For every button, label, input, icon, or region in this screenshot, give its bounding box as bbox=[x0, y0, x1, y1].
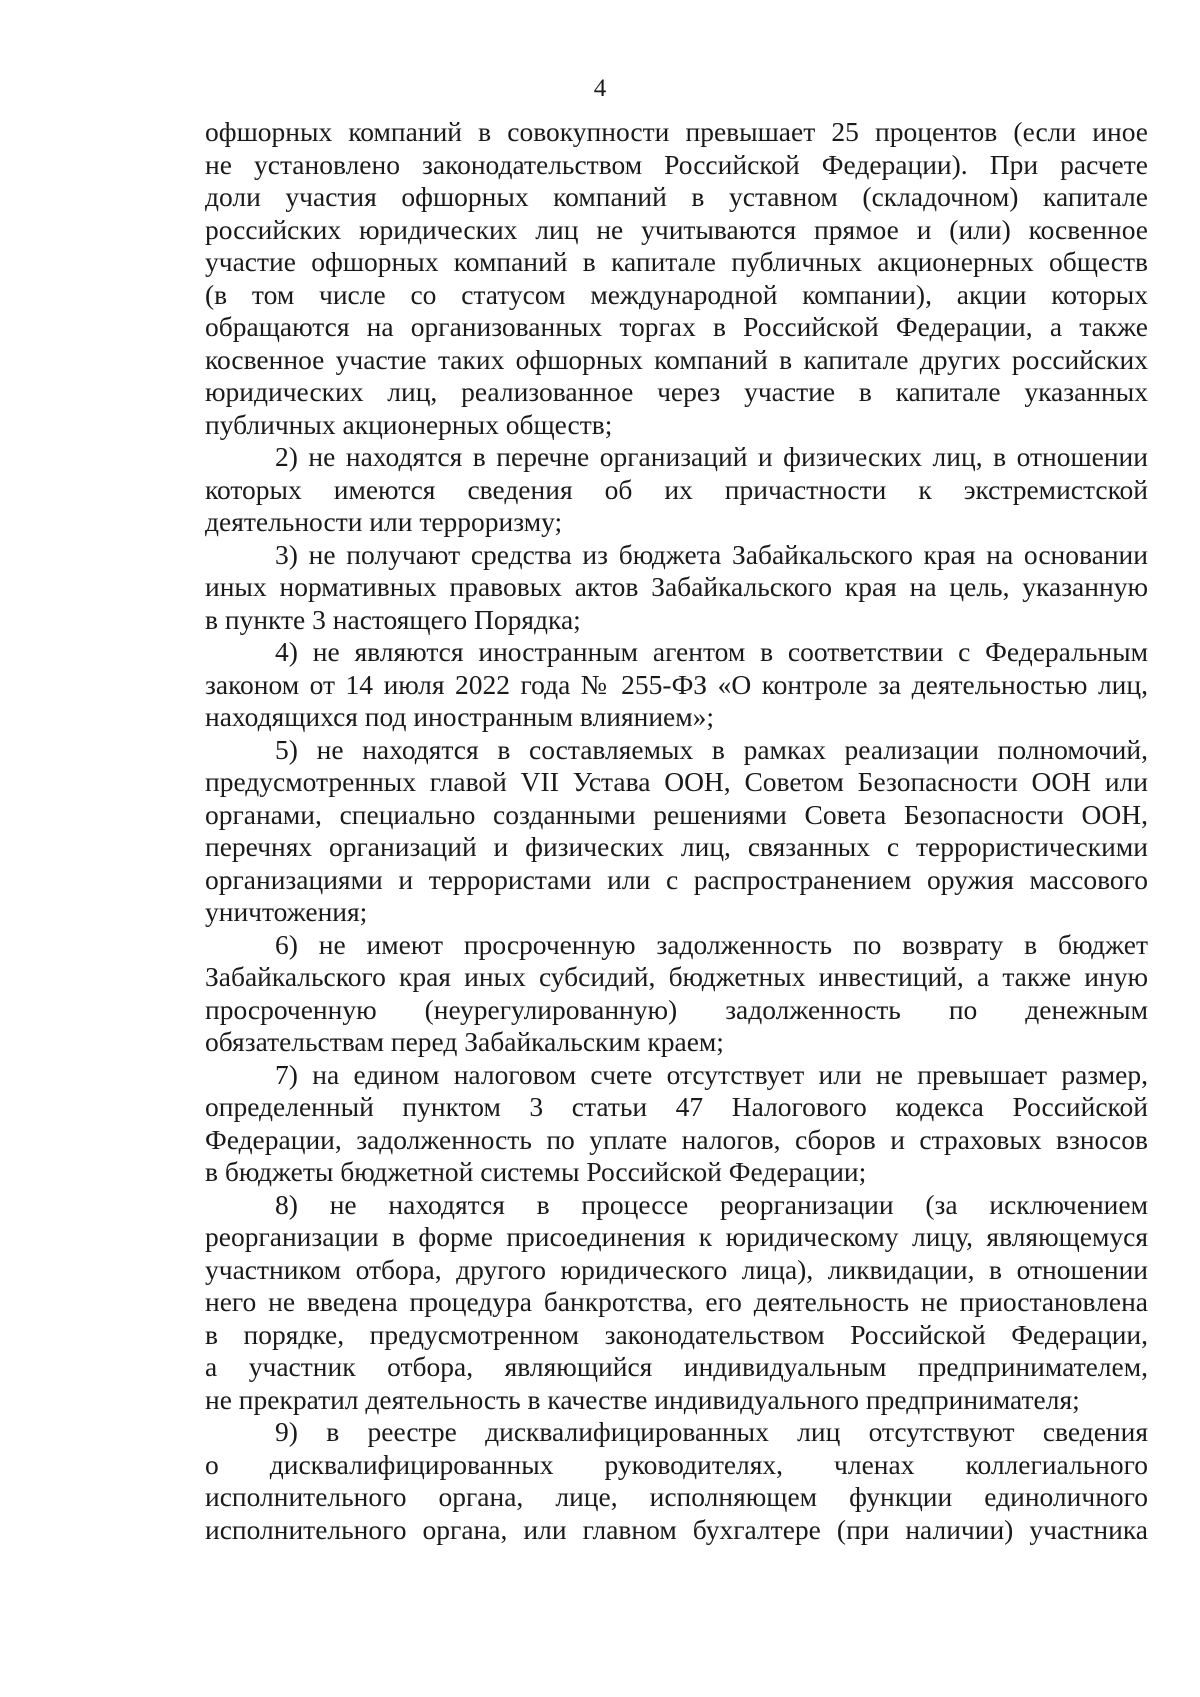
text-line: (в том числе со статусом международной компании), акции которых bbox=[205, 278, 1148, 310]
text-line: участие офшорных компаний в капитале публичных акционерных обществ bbox=[205, 246, 1148, 277]
text-line: перечнях организаций и физических лиц, связанных с террористическими bbox=[205, 831, 1148, 862]
text-line: находящихся под иностранным влиянием»; bbox=[205, 701, 715, 732]
text-line: обращаются на организованных торгах в Российской Федерации, а также bbox=[205, 311, 1148, 342]
text-line: косвенное участие таких офшорных компаний в капитале других российских bbox=[205, 343, 1148, 375]
text-line: него не введена процедура банкротства, его деятельность не приостановлена bbox=[205, 1286, 1148, 1317]
text-line: которых имеются сведения об их причастности к экстремистской bbox=[205, 473, 1148, 505]
text-line: организациями и террористами или с распространением оружия массового bbox=[205, 863, 1148, 895]
text-line: 4) не являются иностранным агентом в соответствии с Федеральным bbox=[275, 636, 1148, 667]
text-line: Федерации, задолженность по уплате налогов, сборов и страховых взносов bbox=[205, 1123, 1148, 1155]
list-item-5 bbox=[205, 734, 1148, 929]
text-line: обязательствам перед Забайкальским краем; bbox=[205, 1026, 724, 1057]
text-line: реорганизации в форме присоединения к юридическому лицу, являющемуся bbox=[205, 1221, 1148, 1252]
text-line: офшорных компаний в совокупности превышает 25 процентов (если иное bbox=[205, 116, 1148, 147]
list-item-8 bbox=[205, 1189, 1148, 1417]
text-line: в пункте 3 настоящего Порядка; bbox=[205, 603, 581, 635]
list-item-2 bbox=[205, 441, 1148, 539]
list-item-6 bbox=[205, 929, 1148, 1059]
text-line: органами, специально созданными решениями Совета Безопасности ООН, bbox=[205, 798, 1148, 830]
text-line: просроченную (неурегулированную) задолженность по денежным bbox=[205, 993, 1148, 1025]
paragraph-continuation bbox=[205, 116, 1148, 441]
text-line: доли участия офшорных компаний в уставном (складочном) капитале bbox=[205, 181, 1148, 212]
text-line: российских юридических лиц не учитываются прямое и (или) косвенное bbox=[205, 213, 1148, 245]
list-item-9 bbox=[205, 1416, 1148, 1546]
list-item-4 bbox=[205, 636, 1148, 734]
text-line: 2) не находятся в перечне организаций и физических лиц, в отношении bbox=[275, 441, 1148, 472]
text-line: 3) не получают средства из бюджета Забайкальского края на основании bbox=[275, 538, 1148, 570]
document-body bbox=[205, 116, 1148, 1546]
page-number: 4 bbox=[593, 75, 607, 102]
text-line: 8) не находятся в процессе реорганизации (за исключением bbox=[275, 1188, 1148, 1220]
text-line: публичных акционерных обществ; bbox=[205, 408, 613, 440]
text-line: 5) не находятся в составляемых в рамках реализации полномочий, bbox=[275, 733, 1148, 765]
text-line: в порядке, предусмотренном законодательством Российской Федерации, bbox=[205, 1318, 1148, 1350]
text-line: 6) не имеют просроченную задолженность по возврату в бюджет bbox=[275, 928, 1148, 960]
text-line: 7) на едином налоговом счете отсутствует или не превышает размер, bbox=[275, 1058, 1148, 1090]
text-line: исполнительного органа, или главном бухгалтере (при наличии) участника bbox=[205, 1513, 1148, 1545]
text-line: участником отбора, другого юридического лица), ликвидации, в отношении bbox=[205, 1253, 1148, 1285]
text-line: не прекратил деятельность в качестве индивидуального предпринимателя; bbox=[205, 1383, 1080, 1415]
text-line: исполнительного органа, лице, исполняющем функции единоличного bbox=[205, 1481, 1148, 1512]
text-line: деятельности или терроризму; bbox=[205, 506, 563, 537]
list-item-3 bbox=[205, 539, 1148, 637]
text-line: уничтожения; bbox=[205, 896, 368, 927]
text-line: предусмотренных главой VII Устава ООН, Советом Безопасности ООН или bbox=[205, 766, 1148, 797]
text-line: 9) в реестре дисквалифицированных лиц отсутствуют сведения bbox=[275, 1416, 1148, 1447]
text-line: юридических лиц, реализованное через участие в капитале указанных bbox=[205, 376, 1148, 407]
text-line: Забайкальского края иных субсидий, бюджетных инвестиций, а также иную bbox=[205, 961, 1148, 992]
text-line: законом от 14 июля 2022 года № 255-ФЗ «О контроле за деятельностью лиц, bbox=[205, 668, 1148, 700]
text-line: не установлено законодательством Российской Федерации). При расчете bbox=[205, 148, 1148, 180]
list-item-7 bbox=[205, 1059, 1148, 1189]
text-line: определенный пунктом 3 статьи 47 Налогового кодекса Российской bbox=[205, 1091, 1148, 1122]
text-line: а участник отбора, являющийся индивидуальным предпринимателем, bbox=[205, 1351, 1148, 1382]
text-line: о дисквалифицированных руководителях, членах коллегиального bbox=[205, 1448, 1148, 1480]
text-line: в бюджеты бюджетной системы Российской Федерации; bbox=[205, 1156, 867, 1187]
text-line: иных нормативных правовых актов Забайкальского края на цель, указанную bbox=[205, 571, 1148, 602]
